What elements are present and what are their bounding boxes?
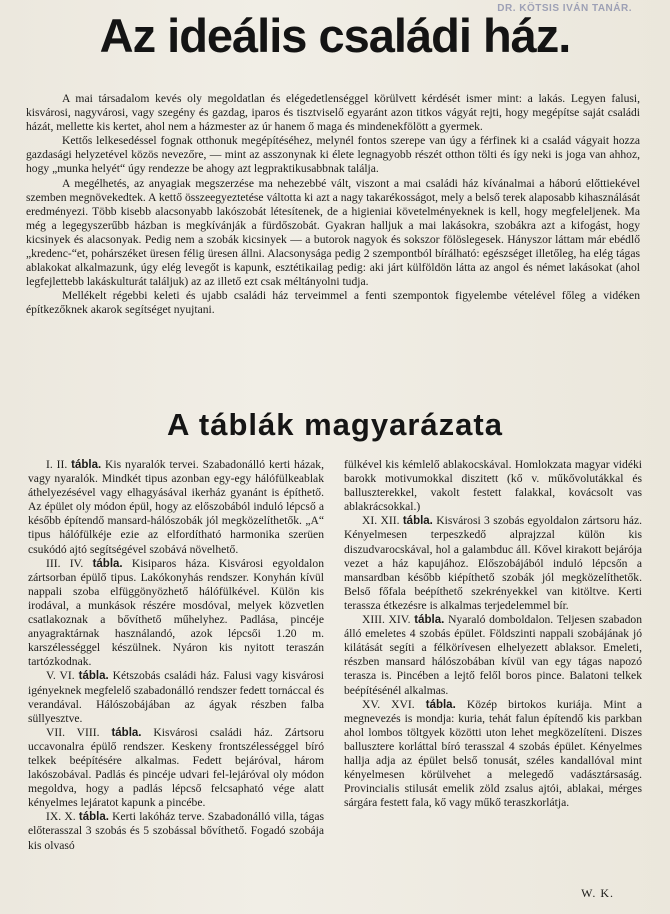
plate-entry-9-10 <box>28 810 324 852</box>
plate-description: Kerti lakóház terve. Szabadonálló villa, tágas előterasszal 3 szobás és 5 szobással bővíthető. Fogadó szobája kis olvasó <box>28 810 325 852</box>
plate-entry-3-4 <box>28 557 324 670</box>
plate-description: Közép birtokos kuriája. Mint a megnevezés is mondja: kuria, tehát falun építendő kis parkban ahol lombos töltgyek közötti uton lehet megközelíteni. Diszes ballusztere korláttal bíró terasszal 4 szobás épület. Kényelmes hallja adja az épület belső tonusát, széles kandallóval mint kényelmesen körülvehet a melegedő vadásztársaság. Provincialis stilusát emelik zöld zsalus ajtói, ablakai, mérges sárgára festett fala, kő vagy műkő teraszkorlátja. <box>344 697 642 810</box>
intro-paragraph-2: Kettős lelkesedéssel fognak otthonuk megépítéséhez, melynél fontos szerepe van úgy a férfinek ki a család vágyait hozza gazdasági helyzetével közös nevezőre, — mint az asszonynak ki élete legnagyobb részét otthon tölti és így neki is joga van ahhoz, hogy „munka helyét“ úgy rendezze be ahogy azt legpraktikusabbnak találja. <box>26 134 640 176</box>
plate-number: IX. X. <box>46 810 76 824</box>
plate-entry-7-8 <box>28 726 324 811</box>
plate-description: Nyaraló domboldalon. Teljesen szabadon álló emeletes 4 szobás épület. Földszinti nappali szobájának jó kilátását segíti a félkörívesen elhelyezett ablaksor. Emeleti, részben mansard hálószobában kívül van egy tágas napozó terasza is. Pincében a lejtő felől boros pince. Balatoni telkek beépítésénél alkalmas. <box>344 613 642 697</box>
plate-number: XI. XII. <box>362 514 400 528</box>
plate-keyword: tábla. <box>78 670 109 683</box>
plate-number: XIII. XIV. <box>362 613 411 627</box>
plate-entry-1-2 <box>28 458 324 557</box>
plate-keyword: tábla. <box>71 459 102 471</box>
plate-number: III. IV. <box>46 556 84 570</box>
plate-keyword: tábla. <box>92 557 123 570</box>
plate-number: VII. VIII. <box>46 725 100 739</box>
plate-keyword: tábla. <box>78 811 109 824</box>
plate-number: V. VI. <box>46 669 75 683</box>
main-title: Az ideális családi ház. <box>99 9 571 62</box>
intro-text <box>26 92 640 318</box>
plate-keyword: tábla. <box>425 698 456 711</box>
intro-paragraph-4: Mellékelt régebbi keleti és ujabb családi ház terveimmel a fenti szempontok figyelembe vételével főleg a vidéken építkezőknek akarok segítséget nyujtani. <box>26 289 640 317</box>
plate-entry-15-16 <box>344 698 642 811</box>
intro-paragraph-1: A mai társadalom kevés oly megoldatlan és elégedetlenséggel körülvett kérdését ismer mint: a lakás. Legyen falusi, kisvárosi, nagyvárosi, vagy szegény és gazdag, iparos és tisztviselő egyaránt azon titkos vágyát rejti, hogy megépítse saját családi házát, mellette kis kertet, ahol nem a házmester az úr hanem ő maga és mindenekfölött a gyermek. <box>26 92 640 134</box>
plate-description: Kis nyaralók tervei. Szabadonálló kerti házak, vagy nyaralók. Mindkét tipus azonban egy-egy hálófülkeablak áthelyezésével vagy elhagyásával ikerház gyanánt is építhető. Az épület oly módon épül, hogy az előszobából induló lépcső a később építendő mansard-hálószobák jól megközelíthetők. „A“ tipus hálófülkéje ezie az elfordítható harmonika szerüen csukódó ajtó segítségével szobává növelhető. <box>28 458 324 556</box>
left-column <box>28 458 324 853</box>
plate-number: I. II. <box>46 458 68 471</box>
plate-entry-5-6 <box>28 669 324 725</box>
section-title: A táblák magyarázata <box>167 407 503 442</box>
plate-keyword: tábla. <box>111 726 142 739</box>
author-stamp: DR. KÖTSIS IVÁN TANÁR. <box>497 3 632 14</box>
plate-number: XV. XVI. <box>362 697 415 711</box>
plate-keyword: tábla. <box>414 614 445 627</box>
plate-entry-11-12 <box>344 514 642 613</box>
plate-description: Kisvárosi családi ház. Zártsoru uccavonalra épülő rendszer. Keskeny frontszélességgel bíró telkek beépítésére alkalmas. Fedett bejáróval, három lakószobával. Padlás és pincéje udvari fel-lejáróval oly módon megoldva, hogy a padlás lépcső felcsapható vége alatt kényelmes lejáratot kapunk a pincébe. <box>28 725 324 810</box>
plate-description: Kisvárosi 3 szobás egyoldalon zártsoru ház. Kényelmesen terpeszkedő alprajzzal külön kis diszudvarocskával, hol a galambduc áll. Kővel kirakott bejárója vezet a ház kapujához. Előszobájából induló lépcsőn a mansardban később kiépíthető szobák jól megközelíthetők. Belső főfala beépíthető szekrényekkel van kitöltve. Kerti terassza étkezésre is alkalmas terjedelemmel bír. <box>344 514 642 612</box>
author-signature: W. K. <box>581 886 614 900</box>
plate-keyword: tábla. <box>402 515 433 528</box>
plate-description: Kétszobás családi ház. Falusi vagy kisvárosi igényeknek megfelelő szabadonálló rendszer fedett tornáccal és verandával. Hálószobájában az ágyak részben falba süllyesztve. <box>28 669 324 725</box>
intro-paragraph-3: A megélhetés, az anyagiak megszerzése ma nehezebbé vált, viszont a mai családi ház kívánalmai a háború előttiekével szemben megnövekedtek. A kettő összeegyeztetése váltotta ki azt a nagy takarékosságot, mely a belső terek alaposabb kihasználását eredményezi. Több kisebb alacsonyabb lakószobát létesítenek, de a higieniai követelményeknek is kell, hogy megfeleljenek. Ma még a legegyszerűbb házban is megkívánják a fürdőszobát. Gyakran halljuk a mai lakásokra, szobákra azt a kifogást, hogy kicsinyek és alacsonyak. Pedig nem a szobák kicsinyek — a butorok nagyok és sokszor fölöslegesek. Hányszor láttam már ebédlő „kredenc-“et, pohárszéket üresen félig üresen állni. Alacsonysága pedig 2 szempontból bírálható: egészséget illetőleg, ha elég tágas ablakokat alkalmazunk, úgy elég levegőt is kapunk, esztétikailag pedig: aki járt külföldön látta az angol és német lakásokat (ahol legfejlettebb lakáskulturát találjuk) az az illető ezt csak méltányolni tudja. <box>26 176 640 289</box>
plate-entry-9-10-continued: fülkével kis kémlelő ablakocskával. Homlokzata magyar vidéki barokk motivumokkal diszitett (kő v. műkővolutákkal és balluszterekkel, vakolt festett falakkal, kovácsolt vas ablakrácsokkal.) <box>344 458 642 514</box>
right-column <box>344 458 642 810</box>
plate-entry-13-14 <box>344 613 642 698</box>
plate-description: Kisiparos háza. Kisvárosi egyoldalon zártsorban épülő tipus. Lakókonyhás rendszer. Konyhán kívül nappali szoba elfüggönyözhető hálófülkével. Külön kis irodával, a munkások részére mosdóval, melyek közvetlen csatlakoznak a bővíthető műhelyhez. Padlása, pincéje anyagraktárnak használandó, azok lépcsői 1.20 m. karszélességgel készülnek. Nyáron kis nyitott teraszán tartózkodnak. <box>28 556 324 669</box>
